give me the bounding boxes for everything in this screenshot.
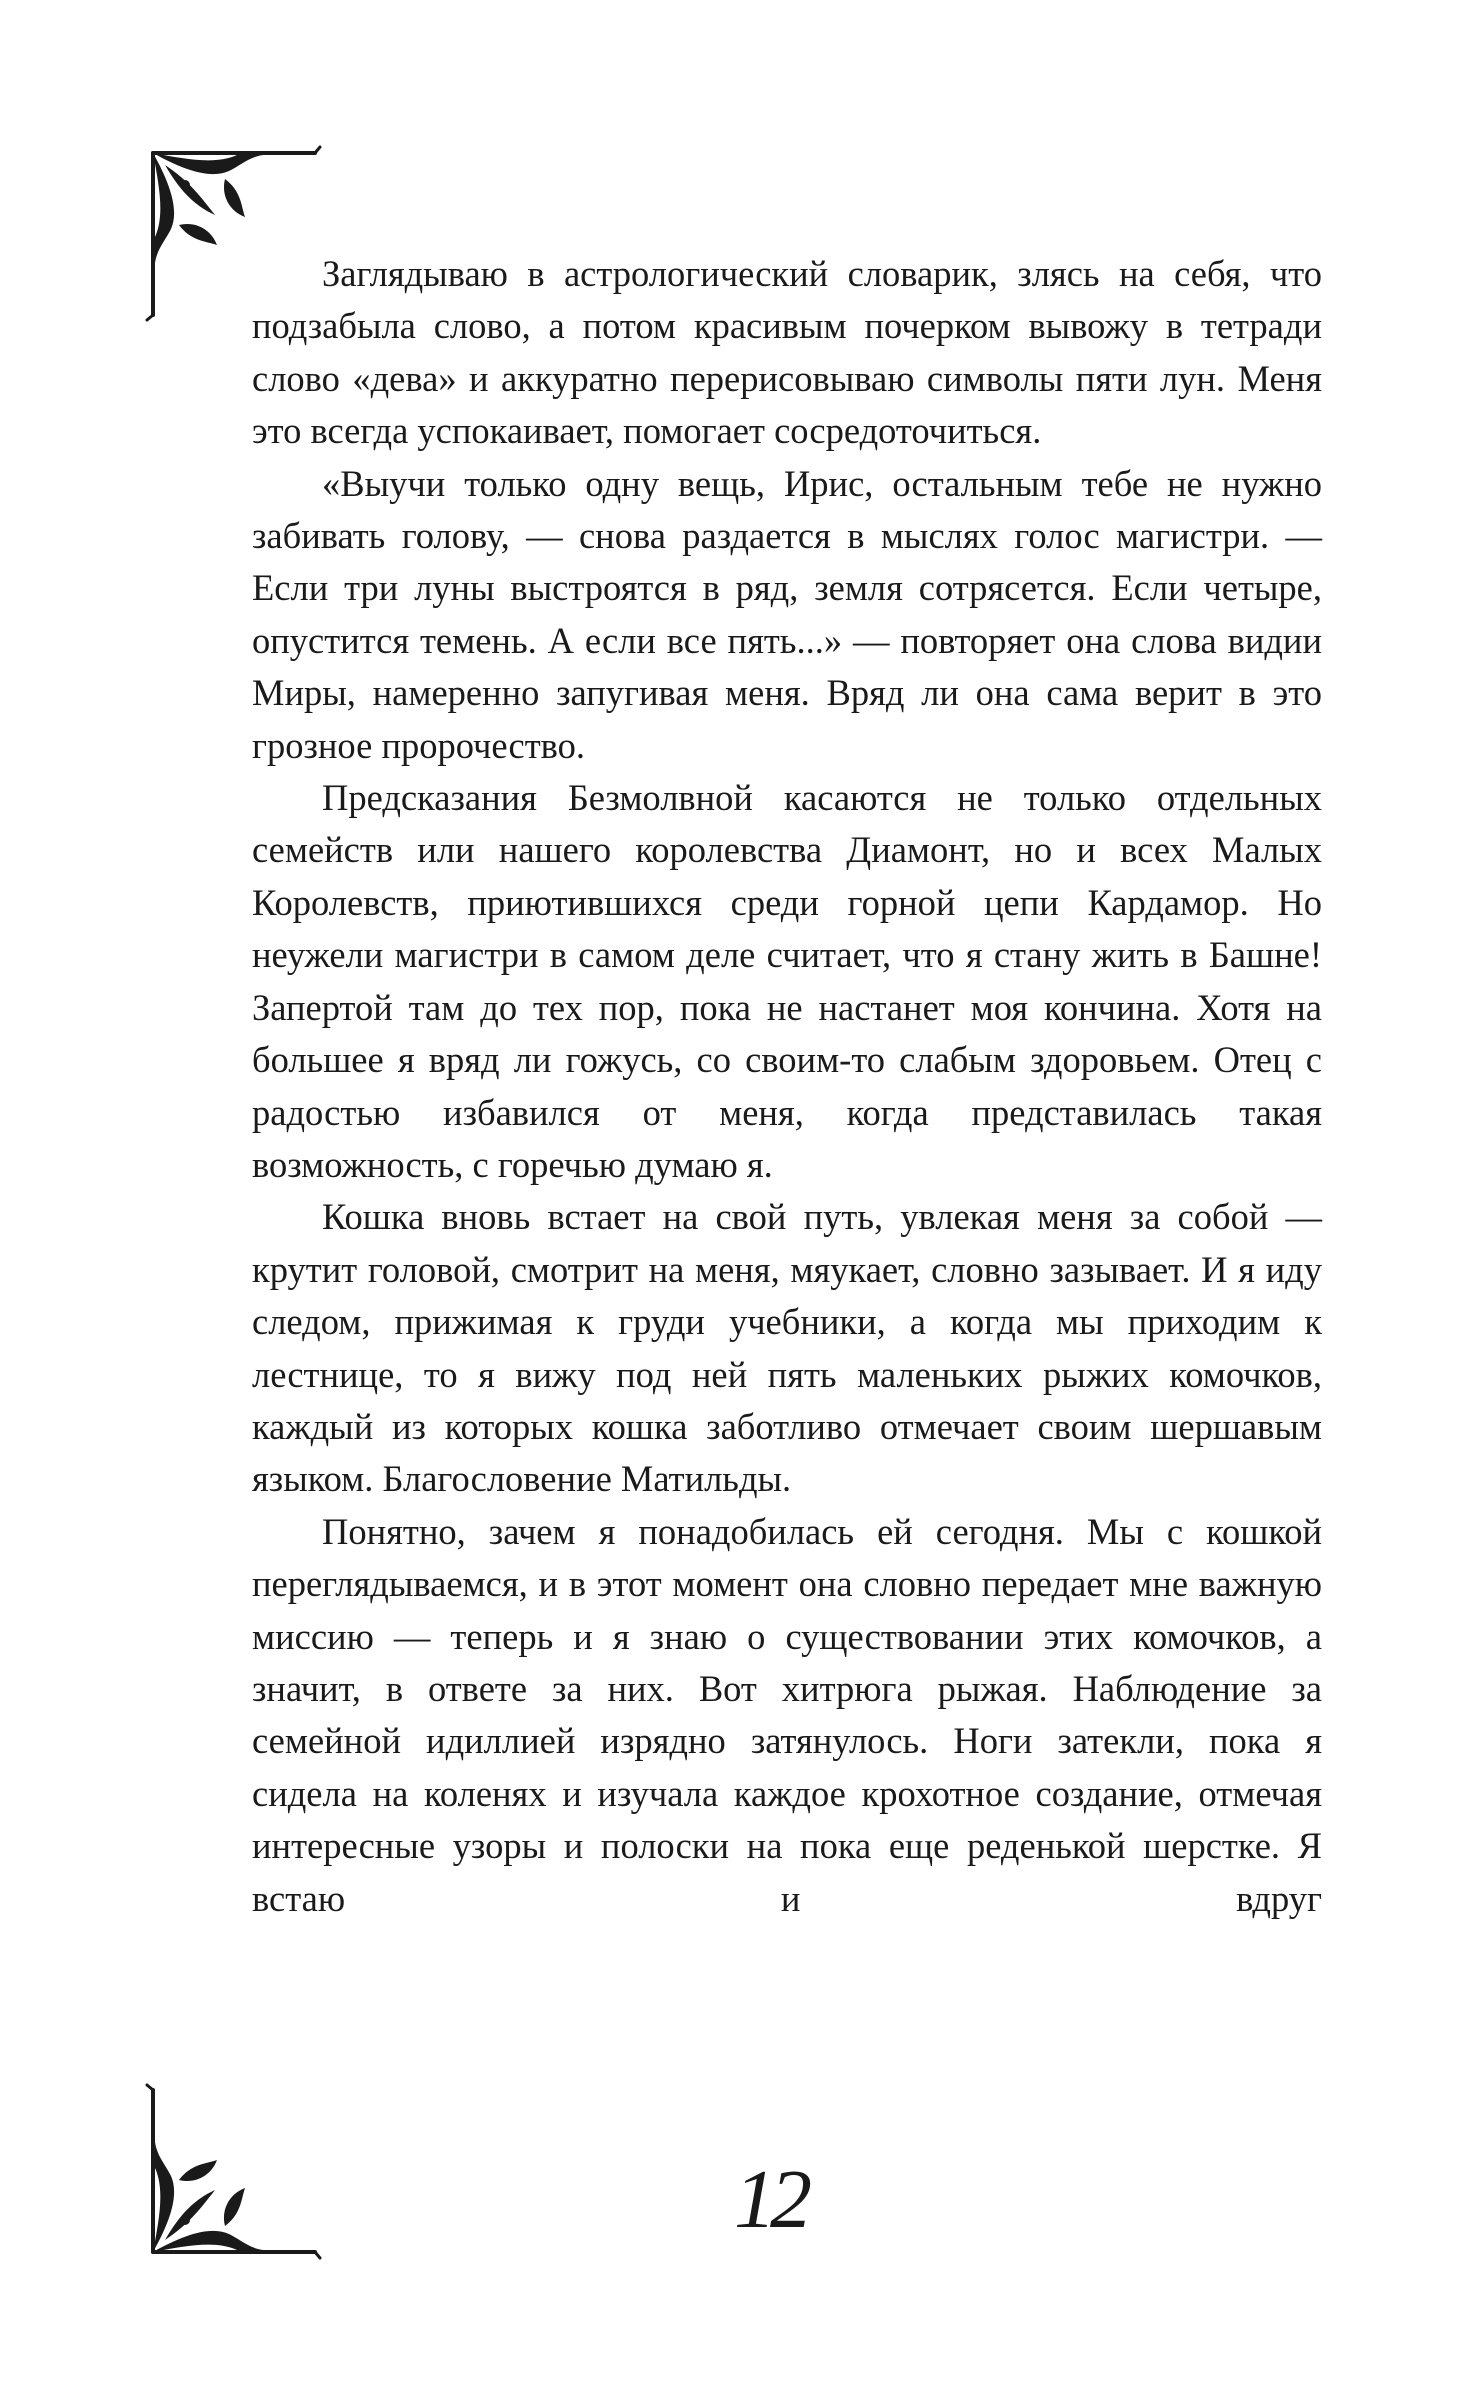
paragraph: Кошка вновь встает на свой путь, увлекая меня за собой — крутит головой, смотрит на меня, мяукает, словно зазывает. И я иду следом, прижимая к груди учебники, а когда мы приходим к лестнице, то я вижу под ней пять маленьких рыжих комочков, каждый из которых кошка заботливо отмечает своим шершавым языком. Благословение Матильды. xyxy=(252,1196,1322,1500)
paragraph: «Выучи только одну вещь, Ирис, остальным тебе не нужно забивать голову, — снова раздается в мыслях голос магистри. — Если три луны выстроятся в ряд, земля сотрясется. Если четыре, опустится темень. А если все пять...» — повторяет она слова видии Миры, намеренно запугивая меня. Вряд ли она сама верит в это грозное пророчество. xyxy=(252,462,1322,766)
paragraph: Предсказания Безмолвной касаются не только отдельных семейств или нашего королевства Диамонт, но и всех Малых Королевств, приютившихся среди горной цепи Кардамор. Но неужели магистри в самом деле считает, что я стану жить в Башне! Запертой там до тех пор, пока не настанет моя кончина. Хотя на большее я вряд ли гожусь, со своим-то слабым здоровьем. Отец с радостью избавился от меня, когда представилась такая возможность, с горечью думаю я. xyxy=(252,777,1322,1185)
corner-ornament-bottom-icon xyxy=(145,2080,325,2260)
body-text xyxy=(252,248,1322,1925)
paragraph: Понятно, зачем я понадобилась ей сегодня. Мы с кошкой переглядываемся, и в этот момент она словно передает мне важную миссию — теперь и я знаю о существовании этих комочков, а значит, в ответе за них. Вот хитрюга рыжая. Наблюдение за семейной идиллией изрядно затянулось. Ноги затекли, пока я сидела на коленях и изучала каждое крохотное создание, отмечая интересные узоры и полоски на пока еще реденькой шерстке. Я встаю и вдруг xyxy=(252,1510,1322,1919)
paragraph: Заглядываю в астрологический словарик, злясь на себя, что подзабыла слово, а потом красивым почерком вывожу в тетради слово «дева» и аккуратно перерисовываю символы пяти лун. Меня это всегда успокаивает, помогает сосредоточиться. xyxy=(252,253,1322,452)
page-number: 12 xyxy=(734,2153,806,2246)
